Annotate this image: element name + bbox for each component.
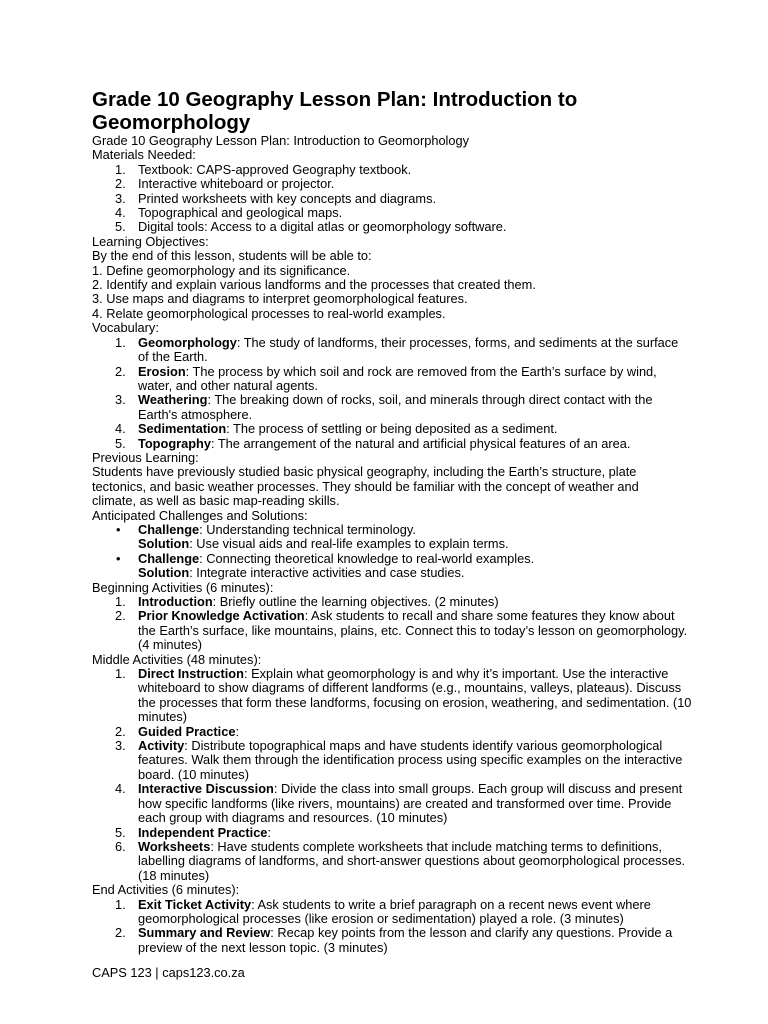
list-item bbox=[92, 437, 692, 451]
list-text: Digital tools: Access to a digital atlas or geomorphology software. bbox=[138, 219, 507, 235]
list-number: 6. bbox=[115, 838, 126, 854]
term-definition: : The breaking down of rocks, soil, and minerals through direct contact with the Earth's atmosphere. bbox=[138, 392, 653, 422]
previous-heading: Previous Learning: bbox=[92, 449, 199, 465]
term-definition: : The arrangement of the natural and artificial physical features of an area. bbox=[210, 435, 631, 451]
list-text: Printed worksheets with key concepts and diagrams. bbox=[138, 190, 437, 206]
list-number: 1. bbox=[115, 334, 126, 350]
list-item bbox=[92, 220, 692, 234]
list-number: 5. bbox=[115, 219, 126, 235]
objective-item: 3. Use maps and diagrams to interpret geomorphological features. bbox=[92, 291, 468, 307]
list-item bbox=[92, 206, 692, 220]
activity-label: Worksheets bbox=[138, 838, 211, 854]
challenge-text: : Connecting theoretical knowledge to real-world examples. bbox=[199, 550, 535, 566]
activity-text: : bbox=[235, 723, 239, 739]
objectives-heading: Learning Objectives: bbox=[92, 233, 209, 249]
solution-label: Solution bbox=[138, 565, 190, 581]
activity-label: Activity bbox=[138, 738, 185, 754]
list-number: 2. bbox=[115, 723, 126, 739]
bullet-icon: • bbox=[116, 550, 121, 566]
activity-label: Direct Instruction bbox=[138, 666, 244, 682]
activity-text: : Ask students to write a brief paragraph on a recent news event where geomorphological processes (like erosion or sedimentation) played a role. (3 minutes) bbox=[138, 896, 651, 926]
list-text: Topographical and geological maps. bbox=[138, 205, 343, 221]
activity-text: : Have students complete worksheets that include matching terms to definitions, labelling diagrams of landforms, and short-answer questions about geomorphological processes. (18 minutes) bbox=[138, 838, 686, 883]
list-number: 5. bbox=[115, 824, 126, 840]
list-number: 3. bbox=[115, 392, 126, 408]
list-number: 2. bbox=[115, 176, 126, 192]
activity-label: Introduction bbox=[138, 594, 213, 609]
page-title: Grade 10 Geography Lesson Plan: Introduction to Geomorphology bbox=[92, 88, 578, 134]
list-number: 1. bbox=[115, 666, 126, 682]
middle-heading: Middle Activities (48 minutes): bbox=[92, 651, 262, 667]
activity-label: Guided Practice bbox=[138, 723, 236, 739]
list-number: 3. bbox=[115, 190, 126, 206]
activity-text: : Explain what geomorphology is and why it’s important. Use the interactive whiteboard to show diagrams of different landforms (e.g., mountains, valleys, plateaus). Discuss the processes that form these landforms, focusing on erosion, weathering, and sedimentation. (10 minutes) bbox=[138, 666, 692, 725]
list-item bbox=[92, 192, 692, 206]
list-number: 4. bbox=[115, 781, 126, 797]
list-item bbox=[92, 725, 692, 739]
objective-item: 4. Relate geomorphological processes to real-world examples. bbox=[92, 305, 446, 321]
objectives-intro: By the end of this lesson, students will be able to: bbox=[92, 248, 372, 264]
materials-heading: Materials Needed: bbox=[92, 147, 196, 163]
solution-text: : Integrate interactive activities and case studies. bbox=[189, 565, 465, 581]
list-item bbox=[92, 739, 692, 782]
term-label: Geomorphology bbox=[138, 334, 237, 350]
list-number: 1. bbox=[115, 896, 126, 912]
list-item bbox=[92, 782, 692, 825]
term-label: Weathering bbox=[138, 392, 208, 408]
document-subtitle: Grade 10 Geography Lesson Plan: Introduction to Geomorphology bbox=[92, 133, 470, 148]
term-definition: : The process by which soil and rock are removed from the Earth’s surface by wind, water, and other natural agents. bbox=[138, 363, 657, 393]
challenge-text: : Understanding technical terminology. bbox=[199, 521, 416, 537]
list-item bbox=[92, 422, 692, 436]
previous-paragraph: Students have previously studied basic physical geography, including the Earth’s structure, plate tectonics, and basic weather processes. They should be familiar with the concept of weather and climate, as well as basic map-reading skills. bbox=[92, 464, 639, 509]
list-number: 3. bbox=[115, 738, 126, 754]
list-item bbox=[92, 609, 692, 652]
challenges-heading: Anticipated Challenges and Solutions: bbox=[92, 507, 308, 523]
activity-text: : Recap key points from the lesson and clarify any questions. Provide a preview of the next lesson topic. (3 minutes) bbox=[138, 925, 673, 955]
list-text: Textbook: CAPS-approved Geography textbook. bbox=[138, 161, 412, 177]
activity-text: : Ask students to recall and share some features they know about the Earth’s surface, like mountains, plains, etc. Connect this to today’s lesson on geomorphology. (4 minutes) bbox=[138, 608, 688, 653]
list-item bbox=[92, 336, 692, 365]
end-list bbox=[92, 898, 692, 956]
list-item bbox=[92, 163, 692, 177]
list-item bbox=[92, 840, 692, 883]
page-footer: CAPS 123 | caps123.co.za bbox=[92, 965, 245, 980]
middle-list bbox=[92, 667, 692, 883]
list-item bbox=[92, 393, 692, 422]
activity-text: : Distribute topographical maps and have students identify various geomorphological features. Walk them through the identification process using specific examples on the interactive board. (10 minutes) bbox=[138, 738, 683, 782]
activity-label: Independent Practice bbox=[138, 824, 268, 840]
vocabulary-list bbox=[92, 336, 692, 451]
list-item bbox=[92, 898, 692, 927]
list-number: 1. bbox=[115, 161, 126, 177]
list-item bbox=[92, 667, 692, 725]
term-label: Sedimentation bbox=[138, 421, 227, 437]
beginning-list bbox=[92, 595, 692, 653]
list-number: 4. bbox=[115, 421, 126, 437]
list-item bbox=[92, 552, 692, 581]
challenge-label: Challenge bbox=[138, 521, 200, 537]
activity-text: : bbox=[267, 824, 271, 840]
term-label: Erosion bbox=[138, 363, 186, 379]
list-item bbox=[92, 523, 692, 552]
solution-text: : Use visual aids and real-life examples to explain terms. bbox=[189, 536, 509, 552]
term-label: Topography bbox=[138, 435, 211, 451]
objective-item: 1. Define geomorphology and its significance. bbox=[92, 262, 351, 278]
term-definition: : The study of landforms, their processes, forms, and sediments at the surface of the Earth. bbox=[138, 334, 679, 365]
materials-list bbox=[92, 163, 692, 235]
document-page bbox=[92, 88, 692, 955]
list-text: Interactive whiteboard or projector. bbox=[138, 176, 335, 192]
objective-item: 2. Identify and explain various landforms and the processes that created them. bbox=[92, 277, 536, 293]
challenges-list bbox=[92, 523, 692, 581]
bullet-icon: • bbox=[116, 521, 121, 537]
list-number: 4. bbox=[115, 205, 126, 221]
list-item bbox=[92, 926, 692, 955]
list-number: 5. bbox=[115, 435, 126, 451]
term-definition: : The process of settling or being deposited as a sediment. bbox=[226, 421, 558, 437]
list-item bbox=[92, 365, 692, 394]
end-heading: End Activities (6 minutes): bbox=[92, 882, 240, 898]
list-number: 2. bbox=[115, 925, 126, 941]
solution-label: Solution bbox=[138, 536, 190, 552]
vocabulary-heading: Vocabulary: bbox=[92, 320, 159, 336]
list-number: 2. bbox=[115, 363, 126, 379]
activity-label: Summary and Review bbox=[138, 925, 271, 941]
activity-text: : Briefly outline the learning objectives. (2 minutes) bbox=[212, 594, 499, 609]
beginning-heading: Beginning Activities (6 minutes): bbox=[92, 579, 274, 595]
activity-label: Interactive Discussion bbox=[138, 781, 274, 797]
list-item bbox=[92, 595, 692, 609]
list-number: 2. bbox=[115, 608, 126, 624]
list-number: 1. bbox=[115, 594, 126, 609]
activity-label: Exit Ticket Activity bbox=[138, 896, 252, 912]
activity-label: Prior Knowledge Activation bbox=[138, 608, 305, 624]
activity-text: : Divide the class into small groups. Each group will discuss and present how specific landforms (like rivers, mountains) are created and transformed over time. Provide each group with diagrams and resources. (10 minutes) bbox=[138, 781, 683, 826]
list-item bbox=[92, 177, 692, 191]
list-item bbox=[92, 826, 692, 840]
challenge-label: Challenge bbox=[138, 550, 200, 566]
